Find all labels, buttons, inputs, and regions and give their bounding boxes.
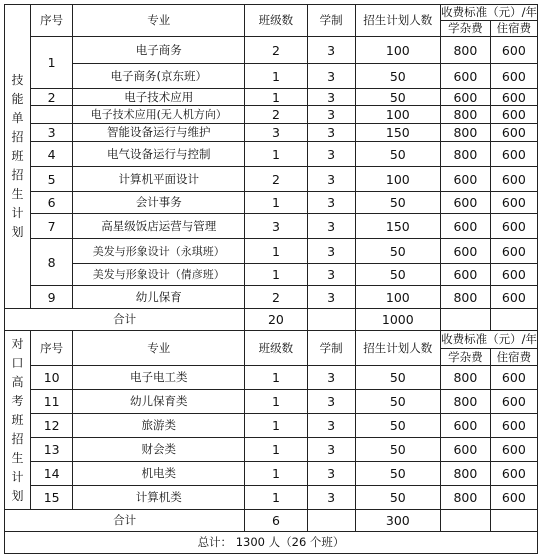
seq-cell: 8 [30, 239, 72, 286]
classes-cell: 2 [245, 106, 308, 124]
enrollment-plan-document [4, 4, 538, 554]
plan-cell: 50 [355, 264, 441, 286]
table-row [5, 414, 538, 438]
subtotal-plan: 1000 [355, 309, 441, 331]
major-cell: 美发与形象设计（永琪班） [73, 239, 245, 264]
table-row [5, 239, 538, 264]
plan-cell: 50 [355, 438, 441, 462]
misc-fee-cell: 800 [441, 106, 491, 124]
plan-cell: 100 [355, 167, 441, 192]
section1-side-label [5, 5, 31, 309]
duration-cell: 3 [307, 414, 355, 438]
classes-cell: 3 [245, 124, 308, 142]
misc-fee-cell: 800 [441, 486, 491, 510]
classes-cell: 1 [245, 366, 308, 390]
misc-fee-cell: 800 [441, 37, 491, 64]
plan-cell: 50 [355, 239, 441, 264]
header-major: 专业 [73, 331, 245, 366]
plan-cell: 50 [355, 414, 441, 438]
duration-cell: 3 [307, 37, 355, 64]
header-classes: 班级数 [245, 5, 308, 37]
classes-cell: 1 [245, 264, 308, 286]
subtotal-label: 合计 [5, 510, 245, 532]
header-dorm-fee: 住宿费 [490, 21, 537, 37]
table-row [5, 64, 538, 89]
misc-fee-cell: 600 [441, 264, 491, 286]
major-cell: 电子电工类 [73, 366, 245, 390]
plan-cell: 100 [355, 286, 441, 309]
misc-fee-cell: 600 [441, 89, 491, 106]
plan-cell: 50 [355, 192, 441, 214]
plan-cell: 50 [355, 390, 441, 414]
header-seq: 序号 [30, 331, 72, 366]
table-row [5, 167, 538, 192]
plan-cell: 150 [355, 214, 441, 239]
major-cell: 高星级饭店运营与管理 [73, 214, 245, 239]
dorm-fee-cell: 600 [490, 390, 537, 414]
table-row [5, 124, 538, 142]
duration-cell: 3 [307, 462, 355, 486]
dorm-fee-cell: 600 [490, 239, 537, 264]
major-cell: 财会类 [73, 438, 245, 462]
classes-cell: 1 [245, 142, 308, 167]
major-cell: 幼儿保育 [73, 286, 245, 309]
dorm-fee-cell: 600 [490, 438, 537, 462]
table-row [5, 142, 538, 167]
seq-cell: 1 [30, 37, 72, 89]
subtotal-label: 合计 [5, 309, 245, 331]
table-row [5, 264, 538, 286]
dorm-fee-cell: 600 [490, 192, 537, 214]
subtotal-empty [490, 510, 537, 532]
seq-cell: 15 [30, 486, 72, 510]
duration-cell: 3 [307, 64, 355, 89]
seq-cell: 3 [30, 124, 72, 142]
table-row [5, 214, 538, 239]
seq-cell: 14 [30, 462, 72, 486]
subtotal-empty [307, 309, 355, 331]
major-cell: 智能设备运行与维护 [73, 124, 245, 142]
misc-fee-cell: 800 [441, 366, 491, 390]
header-fee-standard: 收费标准（元）/年 [441, 331, 538, 349]
dorm-fee-cell: 600 [490, 142, 537, 167]
plan-cell: 50 [355, 142, 441, 167]
classes-cell: 2 [245, 167, 308, 192]
table-row [5, 390, 538, 414]
duration-cell: 3 [307, 486, 355, 510]
subtotal-row [5, 309, 538, 331]
table-row [5, 106, 538, 124]
plan-cell: 50 [355, 366, 441, 390]
classes-cell: 3 [245, 214, 308, 239]
misc-fee-cell: 600 [441, 414, 491, 438]
subtotal-classes: 20 [245, 309, 308, 331]
dorm-fee-cell: 600 [490, 486, 537, 510]
misc-fee-cell: 800 [441, 124, 491, 142]
header-dorm-fee: 住宿费 [490, 349, 537, 366]
major-cell: 电子技术应用 [73, 89, 245, 106]
seq-cell: 2 [30, 89, 72, 106]
seq-cell: 4 [30, 142, 72, 167]
table-row [5, 192, 538, 214]
misc-fee-cell: 800 [441, 390, 491, 414]
seq-cell [30, 106, 72, 124]
dorm-fee-cell: 600 [490, 366, 537, 390]
plan-cell: 100 [355, 37, 441, 64]
duration-cell: 3 [307, 214, 355, 239]
classes-cell: 2 [245, 286, 308, 309]
duration-cell: 3 [307, 264, 355, 286]
major-cell: 电气设备运行与控制 [73, 142, 245, 167]
classes-cell: 1 [245, 486, 308, 510]
subtotal-empty [441, 309, 491, 331]
side-label-text: 技能单招班招生计划 [11, 73, 24, 239]
major-cell: 计算机平面设计 [73, 167, 245, 192]
misc-fee-cell: 800 [441, 142, 491, 167]
duration-cell: 3 [307, 167, 355, 192]
plan-cell: 150 [355, 124, 441, 142]
table-row [5, 462, 538, 486]
seq-cell: 12 [30, 414, 72, 438]
major-cell: 美发与形象设计（倩彦班） [73, 264, 245, 286]
seq-cell: 6 [30, 192, 72, 214]
table-row [5, 486, 538, 510]
misc-fee-cell: 600 [441, 438, 491, 462]
header-duration: 学制 [307, 5, 355, 37]
classes-cell: 1 [245, 438, 308, 462]
classes-cell: 1 [245, 239, 308, 264]
duration-cell: 3 [307, 438, 355, 462]
header-seq: 序号 [30, 5, 72, 37]
major-cell: 电子商务 [73, 37, 245, 64]
duration-cell: 3 [307, 142, 355, 167]
classes-cell: 1 [245, 414, 308, 438]
plan-cell: 50 [355, 64, 441, 89]
header-row [5, 5, 538, 21]
dorm-fee-cell: 600 [490, 37, 537, 64]
misc-fee-cell: 600 [441, 167, 491, 192]
seq-cell: 11 [30, 390, 72, 414]
dorm-fee-cell: 600 [490, 214, 537, 239]
subtotal-classes: 6 [245, 510, 308, 532]
duration-cell: 3 [307, 390, 355, 414]
side-label-text: 对口高考班招生计划 [11, 336, 24, 503]
header-classes: 班级数 [245, 331, 308, 366]
major-cell: 计算机类 [73, 486, 245, 510]
section2-side-label [5, 331, 31, 510]
duration-cell: 3 [307, 124, 355, 142]
duration-cell: 3 [307, 366, 355, 390]
classes-cell: 2 [245, 37, 308, 64]
header-misc-fee: 学杂费 [441, 21, 491, 37]
subtotal-empty [441, 510, 491, 532]
classes-cell: 1 [245, 462, 308, 486]
major-cell: 电子技术应用(无人机方向） [73, 106, 245, 124]
header-plan: 招生计划人数 [355, 331, 441, 366]
misc-fee-cell: 800 [441, 462, 491, 486]
plan-cell: 100 [355, 106, 441, 124]
seq-cell: 9 [30, 286, 72, 309]
dorm-fee-cell: 600 [490, 462, 537, 486]
major-cell: 会计事务 [73, 192, 245, 214]
misc-fee-cell: 600 [441, 214, 491, 239]
header-fee-standard: 收费标准（元）/年 [441, 5, 537, 19]
major-cell: 幼儿保育类 [73, 390, 245, 414]
dorm-fee-cell: 600 [490, 167, 537, 192]
subtotal-empty [490, 309, 537, 331]
misc-fee-cell: 600 [441, 192, 491, 214]
duration-cell: 3 [307, 106, 355, 124]
grand-total: 总计： 1300 人（26 个班） [5, 532, 538, 554]
table-row [5, 37, 538, 64]
classes-cell: 1 [245, 64, 308, 89]
duration-cell: 3 [307, 286, 355, 309]
seq-cell: 5 [30, 167, 72, 192]
dorm-fee-cell: 600 [490, 64, 537, 89]
table-row [5, 286, 538, 309]
plan-cell: 50 [355, 89, 441, 106]
major-cell: 旅游类 [73, 414, 245, 438]
major-cell: 机电类 [73, 462, 245, 486]
header-major: 专业 [73, 5, 245, 37]
plan-cell: 50 [355, 486, 441, 510]
major-cell: 电子商务(京东班） [73, 64, 245, 89]
classes-cell: 1 [245, 192, 308, 214]
enrollment-plan-table [4, 4, 538, 554]
duration-cell: 3 [307, 89, 355, 106]
header-misc-fee: 学杂费 [441, 349, 491, 366]
plan-cell: 50 [355, 462, 441, 486]
header-row [5, 331, 538, 349]
header-duration: 学制 [307, 331, 355, 366]
seq-cell: 10 [30, 366, 72, 390]
dorm-fee-cell: 600 [490, 286, 537, 309]
dorm-fee-cell: 600 [490, 414, 537, 438]
seq-cell: 7 [30, 214, 72, 239]
misc-fee-cell: 800 [441, 286, 491, 309]
duration-cell: 3 [307, 239, 355, 264]
header-plan: 招生计划人数 [355, 5, 441, 37]
table-row [5, 366, 538, 390]
dorm-fee-cell: 600 [490, 89, 537, 106]
misc-fee-cell: 600 [441, 64, 491, 89]
dorm-fee-cell: 600 [490, 124, 537, 142]
subtotal-plan: 300 [355, 510, 441, 532]
classes-cell: 1 [245, 89, 308, 106]
dorm-fee-cell: 600 [490, 106, 537, 124]
subtotal-row [5, 510, 538, 532]
dorm-fee-cell: 600 [490, 264, 537, 286]
table-row [5, 89, 538, 106]
misc-fee-cell: 600 [441, 239, 491, 264]
duration-cell: 3 [307, 192, 355, 214]
classes-cell: 1 [245, 390, 308, 414]
seq-cell: 13 [30, 438, 72, 462]
subtotal-empty [307, 510, 355, 532]
table-row [5, 438, 538, 462]
